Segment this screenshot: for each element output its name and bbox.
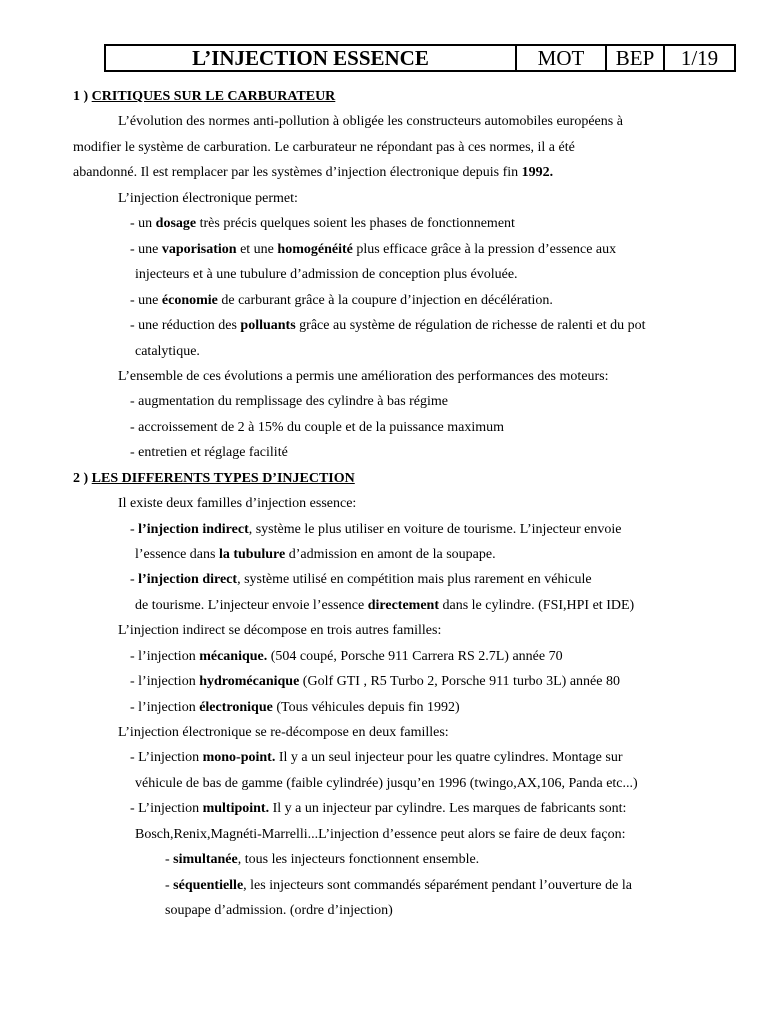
list-item: - l’injection électronique (Tous véhicules depuis fin 1992) xyxy=(130,700,460,715)
document-title: L’INJECTION ESSENCE xyxy=(106,46,517,70)
list-item: - une économie de carburant grâce à la coupure d’injection en décélération. xyxy=(130,293,553,308)
paragraph-line: Il existe deux familles d’injection essence: xyxy=(118,496,357,511)
list-item-continuation: de tourisme. L’injecteur envoie l’essence directement dans le cylindre. (FSI,HPI et IDE) xyxy=(135,598,635,613)
paragraph-line: modifier le système de carburation. Le carburateur ne répondant pas à ces normes, il a été xyxy=(73,140,575,155)
list-item: - l’injection mécanique. (504 coupé, Porsche 911 Carrera RS 2.7L) année 70 xyxy=(130,649,563,664)
list-item: - une réduction des polluants grâce au système de régulation de richesse de ralenti et du pot xyxy=(130,318,646,333)
paragraph-line: L’évolution des normes anti-pollution à obligée les constructeurs automobiles européens à xyxy=(118,114,623,129)
list-item: - L’injection multipoint. Il y a un injecteur par cylindre. Les marques de fabricants sont: xyxy=(130,801,627,816)
sub-list-item: - simultanée, tous les injecteurs fonctionnent ensemble. xyxy=(165,852,480,867)
list-item: - un dosage très précis quelques soient les phases de fonctionnement xyxy=(130,216,515,231)
list-item: - augmentation du remplissage des cylindre à bas régime xyxy=(130,394,449,409)
document-header xyxy=(104,44,736,72)
list-item: - entretien et réglage facilité xyxy=(130,445,288,460)
section-1-heading: 1 ) CRITIQUES SUR LE CARBURATEUR xyxy=(73,89,336,104)
list-item-continuation: véhicule de bas de gamme (faible cylindrée) jusqu’en 1996 (twingo,AX,106, Panda etc...) xyxy=(135,776,638,791)
paragraph-line: L’ensemble de ces évolutions a permis une amélioration des performances des moteurs: xyxy=(118,369,609,384)
sub-list-item: - séquentielle, les injecteurs sont commandés séparément pendant l’ouverture de la xyxy=(165,878,632,893)
paragraph-line: L’injection indirect se décompose en trois autres familles: xyxy=(118,623,442,638)
page-number: 1/19 xyxy=(680,45,719,70)
paragraph-line: L’injection électronique se re-décompose en deux familles: xyxy=(118,725,449,740)
list-item-continuation: Bosch,Renix,Magnéti-Marrelli...L’injection d’essence peut alors se faire de deux façon: xyxy=(135,827,626,842)
sub-list-item-continuation: soupape d’admission. (ordre d’injection) xyxy=(165,903,393,918)
diploma-level: BEP xyxy=(607,46,665,70)
section-2-heading: 2 ) LES DIFFERENTS TYPES D’INJECTION xyxy=(73,471,355,486)
list-item: - l’injection indirect, système le plus utiliser en voiture de tourisme. L’injecteur envoie xyxy=(130,522,622,537)
paragraph-line: abandonné. Il est remplacer par les systèmes d’injection électronique depuis fin 1992. xyxy=(73,165,554,180)
list-item-continuation: catalytique. xyxy=(135,344,200,359)
subject-code: MOT xyxy=(517,46,607,70)
list-item: - L’injection mono-point. Il y a un seul injecteur pour les quatre cylindres. Montage sur xyxy=(130,750,623,765)
paragraph-line: L’injection électronique permet: xyxy=(118,191,298,206)
list-item: - l’injection direct, système utilisé en compétition mais plus rarement en véhicule xyxy=(130,572,592,587)
list-item: - l’injection hydromécanique (Golf GTI , R5 Turbo 2, Porsche 911 turbo 3L) année 80 xyxy=(130,674,620,689)
list-item: - une vaporisation et une homogénéité plus efficace grâce à la pression d’essence aux xyxy=(130,242,617,257)
list-item: - accroissement de 2 à 15% du couple et de la puissance maximum xyxy=(130,420,504,435)
list-item-continuation: l’essence dans la tubulure d’admission en amont de la soupape. xyxy=(135,547,496,562)
list-item-continuation: injecteurs et à une tubulure d’admission de conception plus évoluée. xyxy=(135,267,518,282)
